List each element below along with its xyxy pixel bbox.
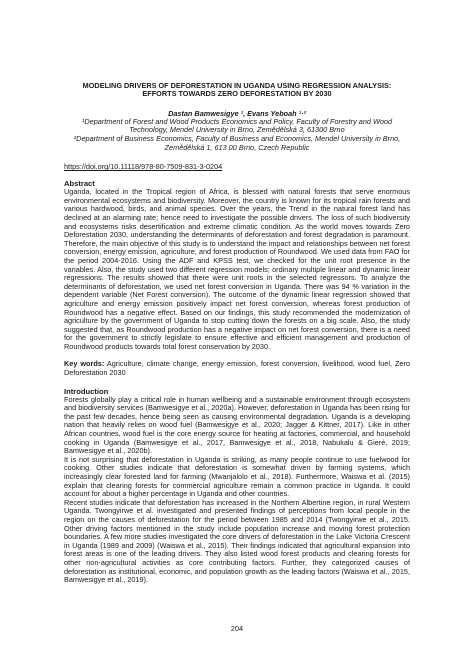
paper-title: MODELING DRIVERS OF DEFORESTATION IN UGANDA USING REGRESSION ANALYSIS: EFFORTS TOWARDS ZERO DEFORESTATION BY 2030 [82,81,392,99]
introduction-heading: Introduction [64,386,109,396]
abstract-text: Uganda, located in the Tropical region of Africa, is blessed with natural forests that serve enormous environmental ecosystems and biodiversity. Moreover, the country is known for its tropical rain forests and various hardwood, birds, and animal species. Over the years, the Trend in the natural forest land has declined at an alarming rate; hence need to investigate the possible drivers. The loss of such biodiversity and ecosystems risks desertification and extreme climatic condition. As the world moves towards Zero Deforestation 2030, understanding the determinants of deforestation and forest degradation is paramount. Therefore, the main objective of this study is to understand the impact and relationships between net forest conversion, energy emission, agriculture, and forest production of Roundwood. We used data from FAO for the period 2004-2016. Using the ADF and KPSS test, we checked for the unit root presence in the variables. Also, the study used two different regression models; ordinary multiple linear and dynamic linear regressions. The results showed that there were unit roots in the selected regressors. To analyze the determinants of deforestation, we used net forest conversion in Uganda. There was 94 % variation in the dependent variable (Net Forest conversion). The outcome of the dynamic linear regression showed that agriculture and energy emission positively impact net forest conversion, whereas forest production of Roundwood has a negative effect. Based on our findings, this study recommended the modernization of agriculture by the government of Uganda to stop cutting down the forests on a big scale. Also, the study suggested that, as Roundwood production has a negative impact on net forest conversion, there is a need for the government to strictly legislate to ensure effective and efficient management and production of Roundwood products towards total forest conservation by 2030. [64,187,410,351]
intro-paragraph-2: It is not surprising that deforestation in Uganda is striking, as many people continue to use fuelwood for cooking. Other studies indicate that deforestation is somewhat driven by farming systems, which increasingly clear forested land for farming (Mwanjalolo et al., 2018). Furthermore, Waiswa et al. (2015) explain that clearing forests for commercial agriculture remain a common practice in Uganda. It could account for about a higher percentage in Uganda and other countries. [64,454,410,499]
affiliation-1: ¹Department of Forest and Wood Products Economics and Policy, Faculty of Forestry and Wood Technology, Mendel University in Brno, Zemědělská 3, 61300 Brno [81,116,393,135]
doi-link[interactable]: https://doi.org/10.11118/978-80-7509-831-3-0204 [64,162,223,172]
intro-paragraph-1: Forests globally play a critical role in human wellbeing and a sustainable environment through ecosystem and biodiversity services (Bamwesigye et al., 2020a). However, deforestation in Uganda has been rising for the past few decades, hence being seen as causing environmental degradation. Uganda is a developing nation that heavily relies on wood fuel (Bamwesigye et al., 2020; Jagger & Kittner, 2017). Like in other African countries, wood fuel is the core energy source for heating at factories, commercial, and household cooking in Uganda (Bamwesigye et al., 2017, Bamwesigye et al., 2018, Nabukalu & Gieré, 2019; Bamwesigye et al., 2020b). [64,394,410,456]
intro-paragraph-3: Recent studies indicate that deforestation has increased in the Northern Albertine region, in rural Western Uganda. Twongyirwe et al. investigated and presented findings of perceptions from local people in the region on the causes of deforestation for the period between 1985 and 2014 (Twongyirwe et al., 2015. Other driving factors mentioned in the study include population increase and moving forest protection boundaries. A few more studies investigated the core drivers of deforestation in the Lake Victoria Crescent in Uganda (1989 and 2009) (Waiswa et al., 2015). Their findings indicated that agricultural expansion into forest areas is one of the leading drivers. They also listed wood forest products and clearing forests for other non-agricultural activities as core contributing factors. Further, they categorized causes of deforestation as institutional, economic, and population growth as the leading factors (Waiswa et al., 2015, Bamwesigye et al., 2019). [64,497,410,585]
abstract-heading: Abstract [64,179,95,189]
keywords-line [64,360,410,377]
author-list: Dastan Bamwesigye ¹, Evans Yeboah ¹·² [168,108,306,118]
affiliation-2: ²Department of Business Economics, Faculty of Business and Economics, Mendel University in Brno, Zemědělská 1, 613 00 Brno, Czech Republic [73,134,401,152]
keywords-text: Agriculture, climate change, energy emission, forest conversion, livelihood, wood fuel, Zero Deforestation 2030 [64,359,410,378]
keywords-label: Key words: [64,359,105,369]
page-number: 204 [230,624,244,633]
